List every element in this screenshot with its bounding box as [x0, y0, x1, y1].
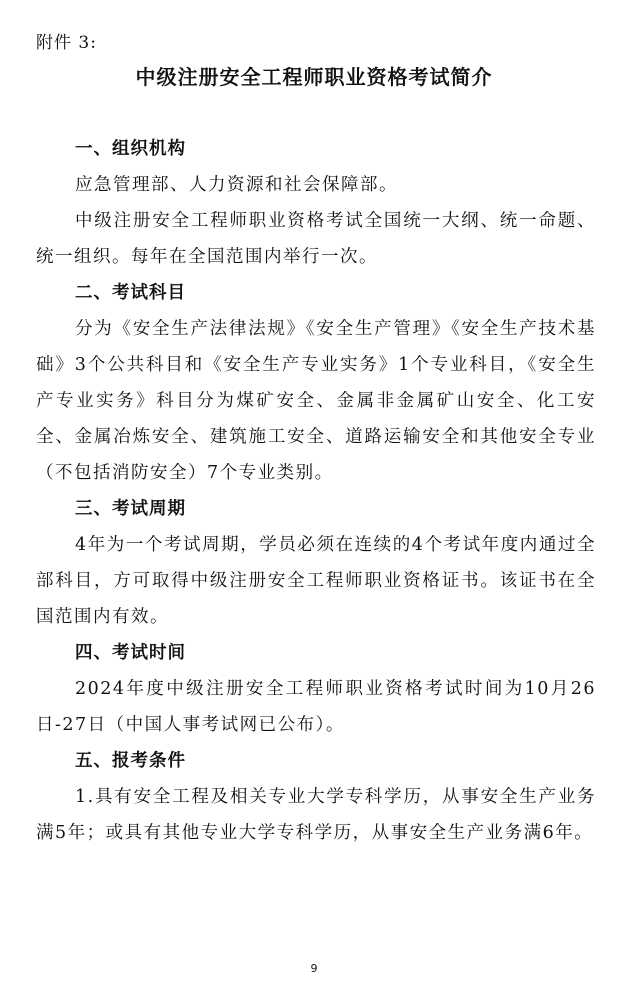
- section-heading: 二、考试科目: [75, 283, 186, 303]
- section-eligibility: [36, 743, 596, 851]
- section-exam-subjects: [36, 275, 596, 491]
- section-exam-cycle: [36, 491, 596, 635]
- paragraph: 应急管理部、人力资源和社会保障部。: [75, 175, 398, 195]
- section-organization: [36, 131, 596, 275]
- document-title: 中级注册安全工程师职业资格考试简介: [135, 65, 493, 89]
- document-body: [36, 131, 596, 851]
- paragraph: 1.具有安全工程及相关专业大学专科学历，从事安全生产业务满5年；或具有其他专业大学专科学历，从事安全生产业务满6年。: [36, 787, 596, 843]
- paragraph: 2024年度中级注册安全工程师职业资格考试时间为10月26日-27日（中国人事考试网已公布）。: [36, 679, 596, 735]
- attachment-label: 附件 3:: [36, 33, 97, 53]
- section-heading: 一、组织机构: [75, 139, 186, 159]
- paragraph: 分为《安全生产法律法规》《安全生产管理》《安全生产技术基础》3个公共科目和《安全生产专业实务》1个专业科目，《安全生产专业实务》科目分为煤矿安全、金属非金属矿山安全、化工安全、金属冶炼安全、建筑施工安全、道路运输安全和其他安全专业（不包括消防安全）7个专业类别。: [36, 319, 596, 483]
- paragraph: 中级注册安全工程师职业资格考试全国统一大纲、统一命题、统一组织。每年在全国范围内举行一次。: [36, 211, 596, 267]
- paragraph: 4年为一个考试周期，学员必须在连续的4个考试年度内通过全部科目，方可取得中级注册安全工程师职业资格证书。该证书在全国范围内有效。: [36, 535, 596, 627]
- section-exam-time: [36, 635, 596, 743]
- section-heading: 三、考试周期: [75, 499, 186, 519]
- page-number: 9: [310, 962, 318, 975]
- section-heading: 五、报考条件: [75, 751, 186, 771]
- section-heading: 四、考试时间: [75, 643, 186, 663]
